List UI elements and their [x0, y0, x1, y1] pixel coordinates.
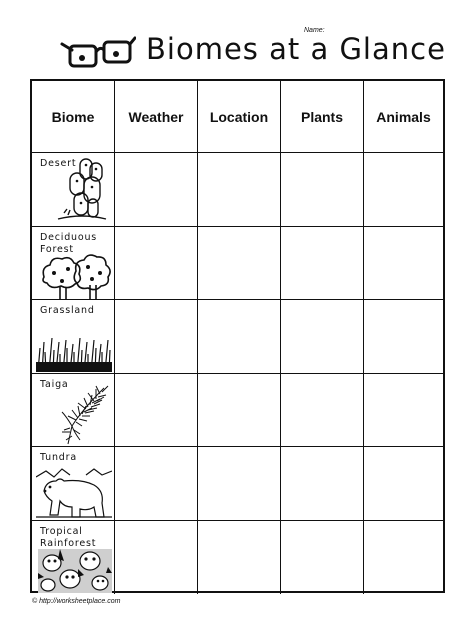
biome-label: Deciduous Forest: [40, 231, 98, 255]
tundra-location-cell[interactable]: [198, 447, 281, 521]
column-header-location: Location: [198, 81, 281, 153]
taiga-location-cell[interactable]: [198, 374, 281, 448]
deciduous-forest-animals-cell[interactable]: [364, 227, 443, 301]
tundra-animals-cell[interactable]: [364, 447, 443, 521]
taiga-weather-cell[interactable]: [115, 374, 198, 448]
tropical-rainforest-plants-cell[interactable]: [281, 521, 364, 595]
rainforest-animals-icon: [38, 549, 112, 593]
grassland-location-cell[interactable]: [198, 300, 281, 374]
copyright-footer: © http://worksheetplace.com: [32, 598, 121, 605]
column-header-plants: Plants: [281, 81, 364, 153]
biome-cell-deciduous-forest: [32, 227, 115, 301]
biome-label: Tropical Rainforest: [40, 525, 97, 549]
biome-label: Tundra: [40, 452, 77, 463]
biome-cell-grassland: [32, 300, 115, 374]
conifer-branch-icon: [58, 382, 110, 446]
biomes-table: [30, 79, 445, 593]
desert-animals-cell[interactable]: [364, 153, 443, 227]
tundra-weather-cell[interactable]: [115, 447, 198, 521]
desert-location-cell[interactable]: [198, 153, 281, 227]
grassland-weather-cell[interactable]: [115, 300, 198, 374]
deciduous-forest-location-cell[interactable]: [198, 227, 281, 301]
deciduous-forest-weather-cell[interactable]: [115, 227, 198, 301]
grassland-animals-cell[interactable]: [364, 300, 443, 374]
biome-cell-tropical-rainforest: [32, 521, 115, 595]
biome-label: Desert: [40, 158, 77, 169]
column-header-weather: Weather: [115, 81, 198, 153]
glasses-icon: [60, 36, 136, 72]
page-title: Biomes at a Glance: [146, 32, 446, 66]
grass-icon: [36, 328, 112, 372]
deciduous-trees-icon: [40, 253, 114, 299]
biome-cell-taiga: [32, 374, 115, 448]
name-label: Name:: [304, 27, 325, 34]
tundra-plants-cell[interactable]: [281, 447, 364, 521]
taiga-plants-cell[interactable]: [281, 374, 364, 448]
biome-label: Taiga: [40, 378, 69, 390]
biome-label: Grassland: [40, 305, 95, 316]
column-header-biome: Biome: [32, 81, 115, 153]
biome-cell-tundra: [32, 447, 115, 521]
biome-cell-desert: [32, 153, 115, 227]
cactus-icon: [54, 155, 110, 225]
tropical-rainforest-location-cell[interactable]: [198, 521, 281, 595]
taiga-animals-cell[interactable]: [364, 374, 443, 448]
column-header-animals: Animals: [364, 81, 443, 153]
polar-bear-icon: [36, 467, 112, 519]
tropical-rainforest-animals-cell[interactable]: [364, 521, 443, 595]
grassland-plants-cell[interactable]: [281, 300, 364, 374]
desert-plants-cell[interactable]: [281, 153, 364, 227]
desert-weather-cell[interactable]: [115, 153, 198, 227]
deciduous-forest-plants-cell[interactable]: [281, 227, 364, 301]
tropical-rainforest-weather-cell[interactable]: [115, 521, 198, 595]
